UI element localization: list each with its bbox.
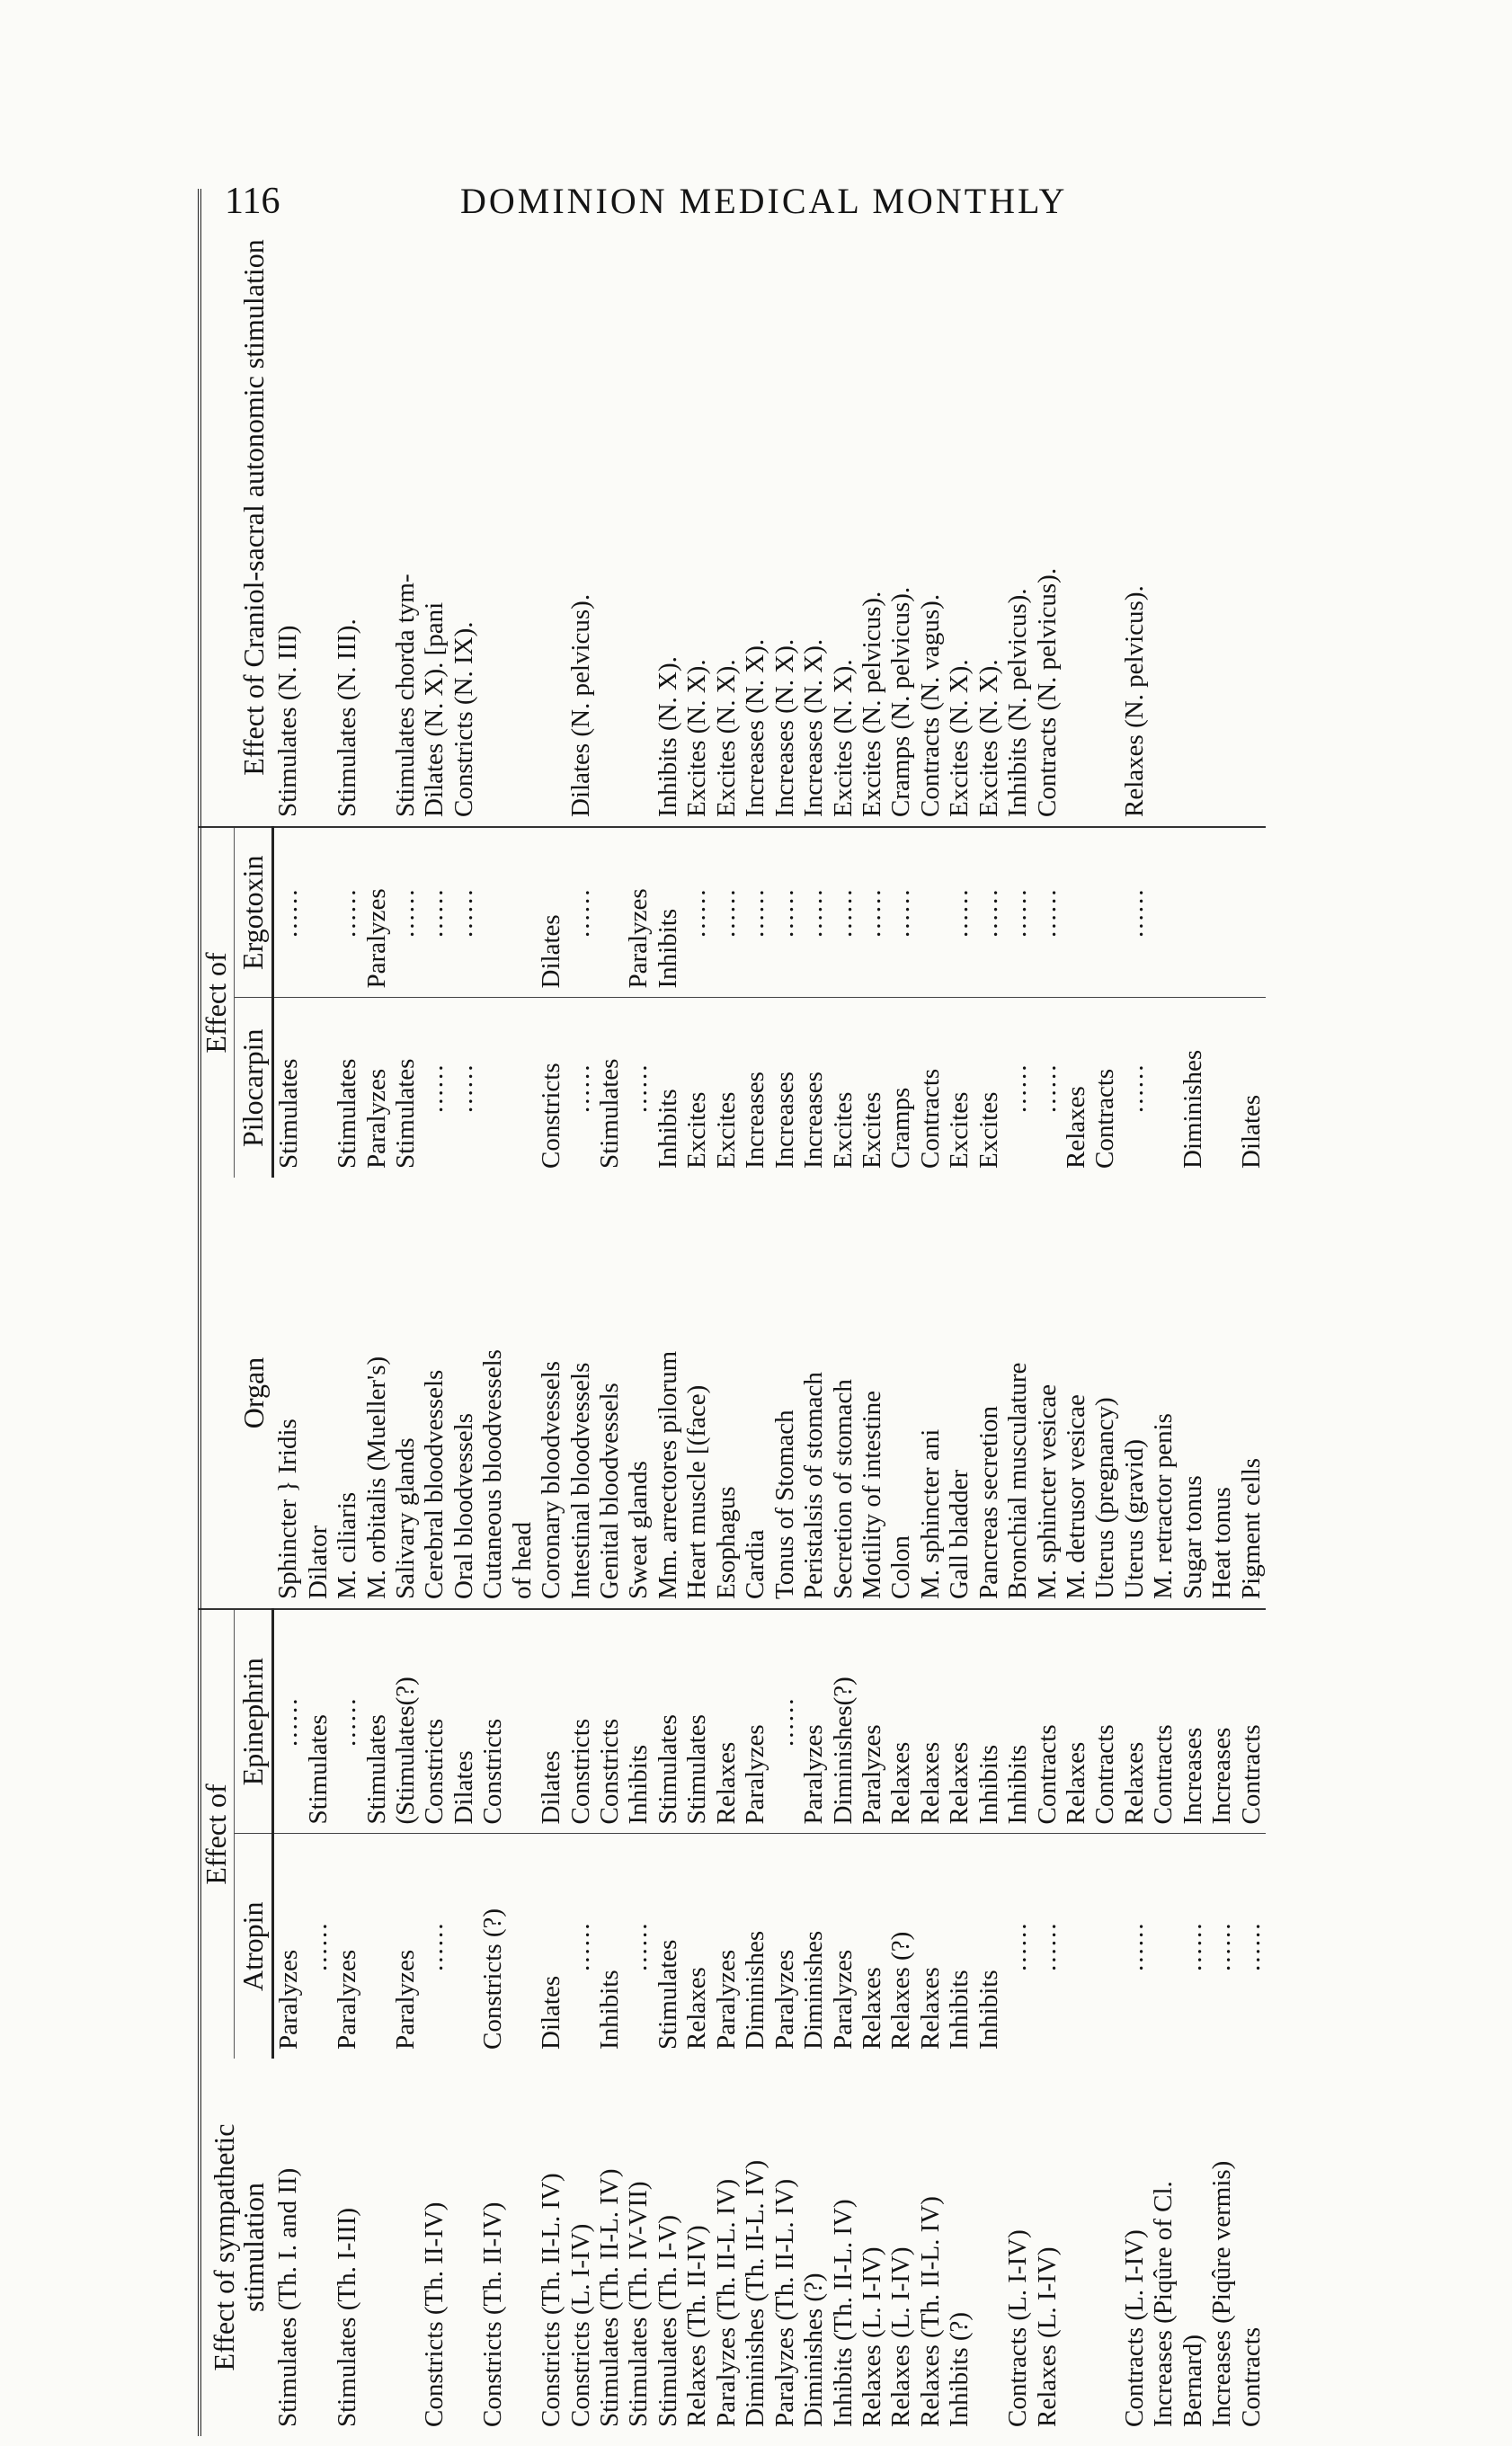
- sympathetic-cell: [391, 2059, 420, 2436]
- epinephrin-cell: Relaxes: [712, 1609, 741, 1834]
- ergotoxin-cell: [595, 827, 624, 998]
- pilocarpin-cell: Stimulates: [595, 1058, 624, 1169]
- organ-cell: M. detrusor vesicae: [1062, 1178, 1090, 1609]
- table-row: [886, 189, 915, 2436]
- ergotoxin-cell: ......: [770, 827, 799, 998]
- cranial-cell: [537, 189, 565, 827]
- table-row: [1120, 189, 1149, 2436]
- sympathetic-cell: Stimulates (Th. I-V): [653, 2215, 682, 2427]
- pilocarpin-cell: ......: [565, 1063, 595, 1113]
- epinephrin-cell: Relaxes: [1062, 1609, 1090, 1834]
- sympathetic-cell: [1090, 2059, 1119, 2436]
- sympathetic-cell: Contracts: [1236, 2326, 1266, 2427]
- epinephrin-cell: Relaxes: [916, 1609, 945, 1834]
- table-row: [1207, 189, 1236, 2436]
- cranial-cell: Constricts (N. IX).: [449, 189, 478, 827]
- ergotoxin-cell: [1207, 827, 1236, 998]
- table-row: [595, 189, 624, 2436]
- ergotoxin-cell: ......: [420, 827, 449, 998]
- atropin-cell: ......: [1032, 1921, 1062, 1971]
- table-row: [391, 189, 420, 2436]
- atropin-cell: Paralyzes: [333, 1949, 362, 2050]
- sympathetic-cell: Increases (Piqûre vermis): [1207, 2160, 1237, 2427]
- table-row: [1003, 189, 1032, 2436]
- cranial-cell: [1149, 189, 1178, 827]
- ergotoxin-cell: [1149, 827, 1178, 998]
- atropin-cell: Relaxes: [857, 1967, 886, 2050]
- cranial-cell: Relaxes (N. pelvicus).: [1120, 189, 1149, 827]
- pilocarpin-cell: Diminishes: [1178, 1049, 1207, 1169]
- cranial-cell: Increases (N. X).: [799, 189, 828, 827]
- table-row: [304, 189, 333, 2436]
- atropin-cell: Relaxes: [915, 1967, 945, 2050]
- epinephrin-cell: Dilates: [537, 1609, 565, 1834]
- pilocarpin-cell: Constricts: [537, 1063, 566, 1169]
- cranial-cell: [362, 189, 391, 827]
- atropin-cell: Paralyzes: [769, 1949, 799, 2050]
- pilocarpin-cell: ......: [624, 1063, 654, 1113]
- sympathetic-cell: [974, 2059, 1003, 2436]
- ergotoxin-cell: [304, 827, 333, 998]
- epinephrin-cell: Constricts: [478, 1609, 507, 1834]
- ergotoxin-cell: Paralyzes: [362, 827, 391, 998]
- epinephrin-cell: Relaxes: [886, 1609, 915, 1834]
- cranial-cell: Increases (N. X).: [770, 189, 799, 827]
- pilocarpin-cell: ......: [1119, 1063, 1149, 1113]
- epinephrin-cell: Dilates: [449, 1609, 478, 1834]
- pilocarpin-cell: Dilates: [1236, 1094, 1266, 1169]
- sympathetic-cell: Relaxes (Th. II-L. IV): [915, 2196, 945, 2427]
- atropin-cell: ......: [303, 1921, 333, 1971]
- sympathetic-cell: Relaxes (L. I-IV): [1032, 2246, 1062, 2427]
- header-cranial-sacral: Effect of Craniol-sacral autonomic stimulation: [198, 189, 273, 827]
- ergotoxin-cell: Dilates: [537, 827, 565, 998]
- ergotoxin-cell: [478, 827, 507, 998]
- pilocarpin-cell: ......: [420, 1063, 449, 1113]
- organ-cell: Esophagus: [712, 1178, 741, 1609]
- epinephrin-cell: Increases: [1207, 1609, 1236, 1834]
- sympathetic-cell: [449, 2059, 478, 2436]
- atropin-cell: [508, 1834, 537, 2059]
- pilocarpin-cell: Inhibits: [653, 1089, 682, 1169]
- header-effect-of-left: Effect of: [198, 1609, 234, 2059]
- table-row: [1149, 189, 1178, 2436]
- organ-cell: M. sphincter ani: [916, 1178, 945, 1609]
- cranial-cell: [624, 189, 653, 827]
- table-row: [1033, 189, 1062, 2436]
- organ-cell: Heart muscle [(face): [682, 1178, 711, 1609]
- table-row: [654, 189, 682, 2436]
- epinephrin-cell: Increases: [1178, 1609, 1207, 1834]
- epinephrin-cell: Contracts: [1237, 1609, 1266, 1834]
- sympathetic-cell: Increases (Piqûre of Cl.: [1149, 2181, 1178, 2427]
- table-row: [858, 189, 886, 2436]
- epinephrin-cell: Contracts: [1090, 1609, 1119, 1834]
- organ-cell: Heat tonus: [1207, 1178, 1236, 1609]
- pilocarpin-cell: Increases: [741, 1072, 770, 1169]
- organ-cell: Salivary glands: [391, 1178, 420, 1609]
- sympathetic-cell: [304, 2059, 333, 2436]
- sympathetic-cell: [362, 2059, 391, 2436]
- pilocarpin-cell: [1149, 998, 1178, 1178]
- sympathetic-cell: Constricts (Th. II-IV): [478, 2201, 508, 2427]
- organ-cell: Genital bloodvessels: [595, 1178, 624, 1609]
- organ-cell: M. retractor penis: [1149, 1178, 1178, 1609]
- atropin-cell: ......: [1003, 1921, 1033, 1971]
- organ-cell: Pigment cells: [1237, 1178, 1266, 1609]
- atropin-cell: [1149, 1834, 1178, 2059]
- cranial-cell: [478, 189, 507, 827]
- cranial-cell: [508, 189, 537, 827]
- sympathetic-cell: Paralyzes (Th. II-L. IV): [769, 2178, 799, 2427]
- cranial-cell: Cramps (N. pelvicus).: [886, 189, 915, 827]
- table-body: [273, 189, 1266, 2436]
- header-pilocarpin: Pilocarpin: [234, 998, 273, 1178]
- ergotoxin-cell: ......: [566, 827, 595, 998]
- pilocarpin-cell: Excites: [857, 1091, 886, 1169]
- epinephrin-cell: Relaxes: [945, 1609, 974, 1834]
- running-head: DOMINION MEDICAL MONTHLY: [460, 181, 1068, 221]
- cranial-cell: Excites (N. X).: [945, 189, 974, 827]
- pilocarpin-cell: Excites: [974, 1091, 1003, 1169]
- atropin-cell: [1062, 1834, 1090, 2059]
- organ-cell: M. ciliaris: [333, 1178, 361, 1609]
- cranial-cell: Excites (N. X).: [829, 189, 858, 827]
- sympathetic-cell: Stimulates (Th. I-III): [333, 2207, 362, 2427]
- sympathetic-cell: Diminishes (?): [799, 2273, 829, 2427]
- ergotoxin-cell: ......: [858, 827, 886, 998]
- ergotoxin-cell: ......: [712, 827, 741, 998]
- epinephrin-cell: ......: [770, 1609, 799, 1834]
- atropin-cell: Relaxes: [682, 1967, 712, 2050]
- pilocarpin-cell: Excites: [711, 1091, 741, 1169]
- cranial-cell: Dilates (N. X). [pani: [420, 189, 449, 827]
- cranial-cell: Inhibits (N. pelvicus).: [1003, 189, 1032, 827]
- pilocarpin-cell: Cramps: [886, 1087, 916, 1169]
- pilocarpin-cell: Excites: [945, 1091, 974, 1169]
- ergotoxin-cell: ......: [391, 827, 420, 998]
- atropin-cell: Paralyzes: [828, 1949, 858, 2050]
- ergotoxin-cell: Paralyzes: [624, 827, 653, 998]
- epinephrin-cell: ......: [273, 1609, 304, 1834]
- ergotoxin-cell: ......: [1003, 827, 1032, 998]
- epinephrin-cell: Constricts: [595, 1609, 624, 1834]
- table-row: [916, 189, 945, 2436]
- sympathetic-cell: Stimulates (Th. I. and II): [272, 2167, 302, 2427]
- organ-cell: Peristalsis of stomach: [799, 1178, 828, 1609]
- sympathetic-cell: Relaxes (L. I-IV): [886, 2246, 916, 2427]
- pilocarpin-cell: ......: [1032, 1063, 1062, 1113]
- sympathetic-cell: Relaxes (Th. II-IV): [682, 2225, 712, 2427]
- sympathetic-cell: Contracts (L. I-IV): [1003, 2229, 1033, 2427]
- pilocarpin-cell: Increases: [769, 1072, 799, 1169]
- header-effect-of-right: Effect of: [198, 827, 234, 1178]
- ergotoxin-cell: ......: [799, 827, 828, 998]
- sympathetic-cell: [1062, 2059, 1090, 2436]
- organ-cell: Uterus (pregnancy): [1090, 1178, 1119, 1609]
- ergotoxin-cell: [1090, 827, 1119, 998]
- atropin-cell: Paralyzes: [274, 1949, 304, 2050]
- organ-cell: Colon: [886, 1178, 915, 1609]
- ergotoxin-cell: ......: [1033, 827, 1062, 998]
- ergotoxin-cell: [1237, 827, 1266, 998]
- organ-cell: Uterus (gravid): [1120, 1178, 1149, 1609]
- cranial-cell: Contracts (N. vagus).: [916, 189, 945, 827]
- cranial-cell: Increases (N. X).: [741, 189, 769, 827]
- pilocarpin-cell: ......: [1003, 1063, 1033, 1113]
- table-row: [478, 189, 507, 2436]
- cranial-cell: Excites (N. X).: [682, 189, 711, 827]
- organ-cell: of head: [508, 1178, 537, 1609]
- ergotoxin-cell: ......: [974, 827, 1003, 998]
- cranial-cell: [595, 189, 624, 827]
- organ-cell: Mm. arrectores pilorum: [654, 1178, 682, 1609]
- atropin-cell: Inhibits: [974, 1970, 1003, 2050]
- cranial-cell: Stimulates (N. III).: [333, 189, 361, 827]
- epinephrin-cell: Relaxes: [1120, 1609, 1149, 1834]
- table-row: [333, 189, 361, 2436]
- organ-cell: Motility of intestine: [858, 1178, 886, 1609]
- table-row: [945, 189, 974, 2436]
- pilocarpin-cell: Stimulates: [333, 1058, 362, 1169]
- cranial-cell: [1207, 189, 1236, 827]
- ergotoxin-cell: [508, 827, 537, 998]
- ergotoxin-cell: ......: [1120, 827, 1149, 998]
- ergotoxin-cell: [1178, 827, 1207, 998]
- sympathetic-cell: Inhibits (Th. II-L. IV): [828, 2199, 858, 2427]
- epinephrin-cell: Inhibits: [974, 1609, 1003, 1834]
- atropin-cell: ......: [1119, 1921, 1149, 1971]
- sympathetic-cell: Contracts (L. I-IV): [1119, 2229, 1149, 2427]
- table-row: [449, 189, 478, 2436]
- pilocarpin-cell: Increases: [799, 1072, 829, 1169]
- pilocarpin-cell: [478, 998, 507, 1178]
- epinephrin-cell: (Stimulates(?): [391, 1609, 420, 1834]
- epinephrin-cell: Paralyzes: [799, 1609, 828, 1834]
- epinephrin-cell: Stimulates: [654, 1609, 682, 1834]
- sympathetic-cell: Constricts (Th. II-IV): [420, 2201, 449, 2427]
- page-number: 116: [225, 181, 280, 222]
- atropin-cell: ......: [565, 1921, 595, 1971]
- table-row: [682, 189, 711, 2436]
- sympathetic-cell: Relaxes (L. I-IV): [857, 2246, 886, 2427]
- ergotoxin-cell: ......: [273, 827, 304, 998]
- atropin-cell: [1090, 1834, 1119, 2059]
- table-row: [420, 189, 449, 2436]
- organ-cell: Secretion of stomach: [829, 1178, 858, 1609]
- organ-cell: Coronary bloodvessels: [537, 1178, 565, 1609]
- sympathetic-cell: Stimulates (Th. II-L. IV): [595, 2168, 624, 2427]
- cranial-cell: Stimulates chorda tym-: [391, 189, 420, 827]
- epinephrin-cell: Diminishes(?): [829, 1609, 858, 1834]
- ergotoxin-cell: ......: [741, 827, 769, 998]
- organ-cell: Dilator: [304, 1178, 333, 1609]
- epinephrin-cell: Constricts: [566, 1609, 595, 1834]
- epinephrin-cell: Paralyzes: [858, 1609, 886, 1834]
- organ-cell: Oral bloodvessels: [449, 1178, 478, 1609]
- atropin-cell: Paralyzes: [390, 1949, 420, 2050]
- epinephrin-cell: Inhibits: [1003, 1609, 1032, 1834]
- table-row: [508, 189, 537, 2436]
- header-epinephrin: Epinephrin: [234, 1609, 273, 1834]
- organ-cell: M. sphincter vesicae: [1033, 1178, 1062, 1609]
- ergotoxin-cell: ......: [945, 827, 974, 998]
- cranial-cell: Inhibits (N. X).: [654, 189, 682, 827]
- ergotoxin-cell: ......: [682, 827, 711, 998]
- table-row: [273, 189, 304, 2436]
- atropin-cell: Inhibits: [945, 1970, 974, 2050]
- atropin-cell: ......: [420, 1921, 449, 1971]
- table-row: [1178, 189, 1207, 2436]
- table-row: [974, 189, 1003, 2436]
- sympathetic-cell: Stimulates (Th. IV-VII): [624, 2181, 654, 2427]
- ergotoxin-cell: ......: [886, 827, 915, 998]
- table-row: [537, 189, 565, 2436]
- atropin-cell: [449, 1834, 478, 2059]
- pilocarpin-cell: [508, 998, 537, 1178]
- organ-cell: Cutaneous bloodvessels: [478, 1178, 507, 1609]
- pilocarpin-cell: [304, 998, 333, 1178]
- table-row: [829, 189, 858, 2436]
- table-row: [362, 189, 391, 2436]
- cranial-cell: Dilates (N. pelvicus).: [566, 189, 595, 827]
- organ-cell: Tonus of Stomach: [770, 1178, 799, 1609]
- organ-cell: Gall bladder: [945, 1178, 974, 1609]
- sympathetic-cell: Inhibits (?): [945, 2311, 974, 2427]
- table-row: [712, 189, 741, 2436]
- epinephrin-cell: Paralyzes: [741, 1609, 769, 1834]
- ergotoxin-cell: ......: [449, 827, 478, 998]
- epinephrin-cell: ......: [333, 1609, 361, 1834]
- cranial-cell: Excites (N. pelvicus).: [858, 189, 886, 827]
- pilocarpin-cell: Relaxes: [1062, 1086, 1090, 1169]
- epinephrin-cell: Contracts: [1033, 1609, 1062, 1834]
- epinephrin-cell: Constricts: [420, 1609, 449, 1834]
- table-row: [1090, 189, 1119, 2436]
- pilocarpin-cell: Paralyzes: [361, 1068, 391, 1169]
- atropin-cell: ......: [1236, 1921, 1266, 1971]
- ergotoxin-cell: Inhibits: [654, 827, 682, 998]
- autonomic-effects-table: [198, 189, 1276, 2436]
- atropin-cell: Stimulates: [653, 1939, 682, 2050]
- table-row: [741, 189, 769, 2436]
- atropin-cell: Paralyzes: [711, 1949, 741, 2050]
- cranial-cell: Excites (N. X).: [712, 189, 741, 827]
- cranial-cell: [1062, 189, 1090, 827]
- sympathetic-cell: Bernard): [1178, 2334, 1207, 2427]
- organ-cell: Pancreas secretion: [974, 1178, 1003, 1609]
- atropin-cell: [362, 1834, 391, 2059]
- table-row: [1237, 189, 1266, 2436]
- sympathetic-cell: [508, 2059, 537, 2436]
- sympathetic-cell: Paralyzes (Th. II-L. IV): [711, 2178, 741, 2427]
- organ-cell: Sphincter } Iridis: [273, 1178, 304, 1609]
- cranial-cell: [1090, 189, 1119, 827]
- pilocarpin-cell: ......: [449, 1063, 478, 1113]
- cranial-cell: [1237, 189, 1266, 827]
- header-atropin: Atropin: [234, 1834, 273, 2059]
- organ-cell: Sweat glands: [624, 1178, 653, 1609]
- pilocarpin-cell: Contracts: [915, 1068, 945, 1169]
- ergotoxin-cell: [916, 827, 945, 998]
- cranial-cell: [1178, 189, 1207, 827]
- epinephrin-cell: Stimulates: [682, 1609, 711, 1834]
- table-row: [624, 189, 653, 2436]
- atropin-cell: Constricts (?): [478, 1908, 508, 2050]
- cranial-cell: Stimulates (N. III): [273, 189, 304, 827]
- atropin-cell: ......: [624, 1921, 654, 1971]
- organ-cell: M. orbitalis (Mueller's): [362, 1178, 391, 1609]
- organ-cell: Sugar tonus: [1178, 1178, 1207, 1609]
- atropin-cell: Relaxes (?): [886, 1931, 916, 2050]
- pilocarpin-cell: [1207, 998, 1236, 1178]
- header-organ: Organ: [198, 1178, 273, 1609]
- table-top-rule: [198, 189, 201, 2436]
- atropin-cell: Diminishes: [799, 1930, 829, 2050]
- table-row: [1062, 189, 1090, 2436]
- atropin-cell: Diminishes: [741, 1930, 770, 2050]
- epinephrin-cell: Stimulates: [362, 1609, 391, 1834]
- pilocarpin-cell: Stimulates: [390, 1058, 420, 1169]
- organ-cell: Cardia: [741, 1178, 769, 1609]
- header-sympathetic: Effect of sympathetic stimulation: [207, 2123, 271, 2371]
- sympathetic-cell: Diminishes (Th. II-L. IV): [741, 2159, 770, 2427]
- epinephrin-cell: Inhibits: [624, 1609, 653, 1834]
- table-row: [799, 189, 828, 2436]
- epinephrin-cell: [508, 1609, 537, 1834]
- atropin-cell: ......: [1207, 1921, 1237, 1971]
- header-ergotoxin: Ergotoxin: [234, 827, 273, 998]
- ergotoxin-cell: ......: [333, 827, 361, 998]
- ergotoxin-cell: ......: [829, 827, 858, 998]
- cranial-cell: Excites (N. X).: [974, 189, 1003, 827]
- epinephrin-cell: Stimulates: [304, 1609, 333, 1834]
- atropin-cell: Inhibits: [595, 1970, 624, 2050]
- epinephrin-cell: Contracts: [1149, 1609, 1178, 1834]
- sympathetic-cell: Constricts (Th. II-L. IV): [537, 2173, 566, 2427]
- pilocarpin-cell: Stimulates: [274, 1058, 304, 1169]
- cranial-cell: Contracts (N. pelvicus).: [1033, 189, 1062, 827]
- organ-cell: Cerebral bloodvessels: [420, 1178, 449, 1609]
- atropin-cell: Dilates: [537, 1975, 566, 2050]
- pilocarpin-cell: Excites: [828, 1091, 858, 1169]
- pilocarpin-cell: Excites: [682, 1091, 712, 1169]
- atropin-cell: ......: [1178, 1921, 1207, 1971]
- pilocarpin-cell: Contracts: [1090, 1068, 1120, 1169]
- sympathetic-cell: Constricts (L. I-IV): [565, 2223, 595, 2427]
- cranial-cell: [304, 189, 333, 827]
- organ-cell: Bronchial musculature: [1003, 1178, 1032, 1609]
- table-row: [566, 189, 595, 2436]
- table-row: [770, 189, 799, 2436]
- organ-cell: Intestinal bloodvessels: [566, 1178, 595, 1609]
- ergotoxin-cell: [1062, 827, 1090, 998]
